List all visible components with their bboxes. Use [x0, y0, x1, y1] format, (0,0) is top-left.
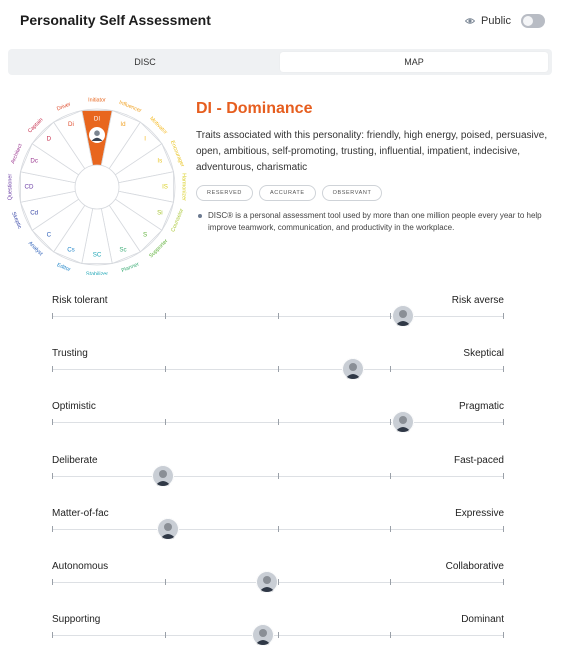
segment-label: Harmonizer: [180, 173, 187, 201]
scale-tick: [278, 366, 279, 372]
segment-label: Supporter: [148, 238, 170, 260]
segment-code: CD: [24, 183, 34, 191]
public-label: Public: [481, 15, 511, 27]
scale-tick: [278, 419, 279, 425]
public-toggle[interactable]: [521, 14, 545, 28]
segment-label: Architect: [10, 143, 24, 165]
trait-scale: [52, 396, 504, 436]
segment-code: C: [46, 231, 52, 239]
segment-code: IS: [162, 183, 168, 191]
scale-tick: [503, 632, 504, 638]
segment-code: Di: [68, 120, 74, 128]
scale-right-label: Expressive: [455, 507, 504, 519]
profile-title: DI - Dominance: [196, 100, 313, 117]
segment-code: Cd: [30, 209, 39, 217]
scale-tick: [52, 366, 53, 372]
scale-left-label: Deliberate: [52, 454, 98, 466]
segment-label: Driver: [56, 101, 72, 113]
scale-handle-avatar[interactable]: [152, 465, 174, 487]
scale-handle-avatar[interactable]: [342, 358, 364, 380]
scale-handle-avatar[interactable]: [157, 518, 179, 540]
scale-left-label: Trusting: [52, 348, 88, 360]
scale-left-label: Optimistic: [52, 401, 96, 413]
scale-right-label: Risk averse: [451, 295, 504, 306]
scale-tick: [52, 419, 53, 425]
segment-label: Captain: [27, 117, 45, 135]
scale-tick: [503, 526, 504, 532]
scale-tick: [503, 579, 504, 585]
scale-tick: [52, 579, 53, 585]
header: [20, 12, 545, 32]
segment-label: Editor: [55, 262, 72, 274]
scale-handle-avatar[interactable]: [392, 305, 414, 327]
trait-scale: [52, 343, 504, 383]
scale-tick: [278, 473, 279, 479]
segment-label: Influencer: [118, 99, 143, 115]
disc-info-text: DISC® is a personal assessment tool used by more than one million people every year to help improve teamwork, communication, and productivity in the workplace.: [208, 211, 542, 232]
scale-left-label: Supporting: [52, 614, 101, 626]
segment-code: I: [144, 135, 146, 143]
scale-tick: [165, 419, 166, 425]
scale-tick: [278, 579, 279, 585]
badge-accurate: ACCURATE: [259, 185, 316, 201]
scale-tick: [503, 313, 504, 319]
scale-left-label: Risk tolerant: [52, 295, 108, 306]
segment-label: Planner: [120, 261, 141, 275]
wheel-center: [75, 165, 119, 209]
scale-right-label: Skeptical: [463, 348, 504, 360]
scale-tick: [278, 313, 279, 319]
scale-tick: [52, 526, 53, 532]
tab-disc[interactable]: DISC: [134, 57, 156, 67]
trait-scale: [52, 503, 504, 543]
segment-code: Dc: [30, 157, 38, 165]
scale-tick: [165, 366, 166, 372]
scale-tick: [390, 313, 391, 319]
scale-tick: [503, 419, 504, 425]
tab-map[interactable]: MAP: [280, 52, 548, 72]
scale-handle-avatar[interactable]: [256, 571, 278, 593]
segment-code: S: [143, 231, 148, 239]
scale-handle-avatar[interactable]: [392, 411, 414, 433]
disc-info: [196, 210, 558, 234]
segment-code: Id: [120, 120, 126, 128]
scale-right-label: Collaborative: [445, 561, 504, 572]
scale-tick: [165, 579, 166, 585]
tab-bar: [8, 49, 552, 75]
public-visibility: [465, 12, 545, 30]
scale-right-label: Pragmatic: [458, 401, 504, 413]
scale-tick: [503, 366, 504, 372]
trait-badges: [196, 185, 558, 201]
scale-right-label: Dominant: [461, 614, 504, 626]
segment-label: Encourager: [168, 139, 186, 168]
scale-left-label: Matter-of-fac: [52, 507, 109, 519]
scale-tick: [390, 419, 391, 425]
trait-scale: [52, 609, 504, 649]
segment-code: Si: [157, 209, 163, 217]
scale-tick: [52, 473, 53, 479]
scale-tick: [165, 313, 166, 319]
toggle-knob: [523, 16, 533, 26]
scale-tick: [52, 632, 53, 638]
segment-label: Motivator: [148, 115, 169, 136]
avatar: [90, 128, 105, 143]
disc-wheel: [0, 80, 195, 275]
trait-scale: [52, 556, 504, 596]
trait-scale: [52, 290, 504, 330]
bullet-icon: [198, 214, 202, 218]
scale-tick: [390, 366, 391, 372]
segment-label: Initiator: [88, 97, 106, 104]
profile-panel: [196, 100, 558, 234]
scale-tick: [390, 473, 391, 479]
badge-observant: OBSERVANT: [322, 185, 383, 201]
scale-tick: [390, 632, 391, 638]
eye-icon: [465, 17, 475, 25]
segment-label: Stabilizer: [85, 271, 109, 275]
segment-code: Is: [157, 157, 163, 165]
scale-handle-avatar[interactable]: [252, 624, 274, 646]
scale-right-label: Fast-paced: [453, 454, 504, 466]
trait-scale: [52, 450, 504, 490]
scale-tick: [165, 632, 166, 638]
scale-tick: [52, 313, 53, 319]
segment-code: DI: [93, 115, 101, 123]
badge-reserved: RESERVED: [196, 185, 253, 201]
segment-code: SC: [92, 251, 102, 259]
scale-tick: [278, 526, 279, 532]
scale-tick: [278, 632, 279, 638]
scale-left-label: Autonomous: [52, 561, 109, 572]
scale-tick: [503, 473, 504, 479]
scale-tick: [390, 526, 391, 532]
segment-code: Sc: [119, 246, 127, 254]
scale-tick: [390, 579, 391, 585]
profile-description: Traits associated with this personality: friendly, high energy, poised, persuasive, open, ambitious, self-promoting, trusting, influential, impatient, indecisive, adventurous, charismatic: [196, 130, 548, 173]
page-title: Personality Self Assessment: [20, 12, 211, 28]
segment-label: Counselor: [170, 207, 186, 233]
segment-label: Skeptic: [10, 211, 23, 230]
segment-label: Analyst: [26, 240, 44, 258]
segment-code: Cs: [67, 246, 75, 254]
segment-code: D: [46, 135, 52, 143]
segment-label: Questioner: [7, 173, 14, 201]
